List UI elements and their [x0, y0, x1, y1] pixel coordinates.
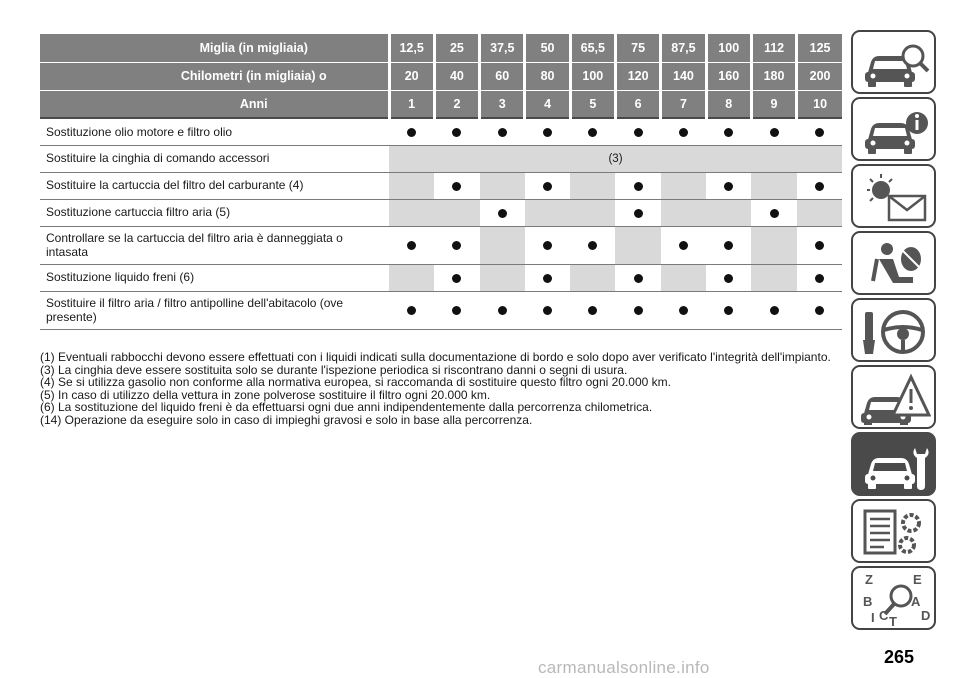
- header-value: 10: [797, 90, 842, 118]
- empty-cell: [525, 199, 570, 226]
- scheduled-cell: [797, 118, 842, 145]
- empty-cell: [389, 264, 434, 291]
- header-value: 2: [434, 90, 479, 118]
- header-value: 1: [389, 90, 434, 118]
- bullet-icon: [724, 274, 733, 283]
- scheduled-cell: [434, 172, 479, 199]
- empty-cell: [797, 199, 842, 226]
- chapter-tab[interactable]: [851, 365, 936, 429]
- maintenance-schedule-table: [40, 34, 842, 330]
- header-value: 20: [389, 62, 434, 90]
- scheduled-cell: [525, 264, 570, 291]
- header-value: 120: [615, 62, 660, 90]
- bullet-icon: [407, 241, 416, 250]
- bullet-icon: [543, 274, 552, 283]
- index-letter: T: [889, 614, 897, 626]
- index-letter: A: [911, 594, 921, 609]
- footnotes: [40, 351, 840, 427]
- header-value: 140: [661, 62, 706, 90]
- header-value: 200: [797, 62, 842, 90]
- scheduled-cell: [525, 118, 570, 145]
- scheduled-cell: [434, 118, 479, 145]
- bullet-icon: [815, 128, 824, 137]
- scheduled-cell: [797, 172, 842, 199]
- empty-cell: [751, 264, 796, 291]
- index-letter: B: [863, 594, 873, 609]
- empty-cell: [570, 264, 615, 291]
- scheduled-cell: [797, 226, 842, 264]
- index-letter: D: [921, 608, 931, 623]
- header-value: 25: [434, 34, 479, 62]
- scheduled-cell: [615, 172, 660, 199]
- operation-label: Controllare se la cartuccia del filtro aria è danneggiata o intasata: [40, 226, 389, 264]
- car-info-icon: [859, 103, 931, 157]
- bullet-icon: [634, 274, 643, 283]
- bullet-icon: [452, 241, 461, 250]
- table-row: [40, 264, 842, 291]
- header-row: [40, 34, 842, 62]
- chapter-tab[interactable]: [851, 499, 936, 563]
- bullet-icon: [634, 306, 643, 315]
- car-search-icon: [859, 36, 931, 90]
- scheduled-cell: [751, 199, 796, 226]
- table-row: [40, 199, 842, 226]
- empty-cell: [389, 199, 434, 226]
- header-value: 125: [797, 34, 842, 62]
- empty-cell: [434, 199, 479, 226]
- chapter-tab[interactable]: [851, 432, 936, 496]
- empty-cell: [661, 264, 706, 291]
- index-letter: Z: [865, 572, 873, 587]
- scheduled-cell: [661, 118, 706, 145]
- operation-label: Sostituzione liquido freni (6): [40, 264, 389, 291]
- empty-cell: [661, 199, 706, 226]
- bullet-icon: [770, 306, 779, 315]
- empty-cell: [751, 226, 796, 264]
- scheduled-cell: [570, 226, 615, 264]
- bullet-icon: [407, 306, 416, 315]
- scheduled-cell: [434, 291, 479, 329]
- bullet-icon: [452, 128, 461, 137]
- bullet-icon: [452, 306, 461, 315]
- table-header: [40, 34, 842, 118]
- bullet-icon: [543, 182, 552, 191]
- header-value: 6: [615, 90, 660, 118]
- header-value: 8: [706, 90, 751, 118]
- chapter-tab[interactable]: [851, 566, 936, 630]
- bullet-icon: [634, 182, 643, 191]
- empty-cell: [480, 264, 525, 291]
- scheduled-cell: [615, 199, 660, 226]
- header-label: Miglia (in migliaia): [40, 34, 389, 62]
- header-row: [40, 90, 842, 118]
- table-body: [40, 118, 842, 329]
- bullet-icon: [679, 241, 688, 250]
- empty-cell: [615, 226, 660, 264]
- operation-label: Sostituire il filtro aria / filtro antipolline dell'abitacolo (ove presente): [40, 291, 389, 329]
- scheduled-cell: [434, 226, 479, 264]
- footnote: (14) Operazione da eseguire solo in caso di impieghi gravosi e solo in base alla percorrenza.: [40, 412, 533, 427]
- scheduled-cell: [661, 291, 706, 329]
- scheduled-cell: [751, 118, 796, 145]
- scheduled-cell: [615, 264, 660, 291]
- bullet-icon: [815, 274, 824, 283]
- table-row: [40, 145, 842, 172]
- car-wrench-icon: [859, 438, 931, 492]
- header-value: 100: [706, 34, 751, 62]
- scheduled-cell: [570, 118, 615, 145]
- table-row: [40, 291, 842, 329]
- bullet-icon: [815, 241, 824, 250]
- header-value: 50: [525, 34, 570, 62]
- scheduled-cell: [570, 291, 615, 329]
- scheduled-cell: [389, 291, 434, 329]
- seat-airbag-icon: [859, 237, 931, 291]
- bullet-icon: [634, 128, 643, 137]
- scheduled-cell: [706, 226, 751, 264]
- scheduled-cell: [389, 226, 434, 264]
- header-value: 5: [570, 90, 615, 118]
- table-row: [40, 172, 842, 199]
- bullet-icon: [543, 128, 552, 137]
- operation-label: Sostituzione cartuccia filtro aria (5): [40, 199, 389, 226]
- scheduled-cell: [434, 264, 479, 291]
- header-value: 7: [661, 90, 706, 118]
- bullet-icon: [770, 209, 779, 218]
- scheduled-cell: [480, 199, 525, 226]
- bullet-icon: [679, 306, 688, 315]
- header-value: 180: [751, 62, 796, 90]
- empty-cell: [480, 172, 525, 199]
- chapter-tab[interactable]: [851, 298, 936, 362]
- table-row: [40, 118, 842, 145]
- header-label: Chilometri (in migliaia) o: [40, 62, 389, 90]
- empty-cell: [480, 226, 525, 264]
- bullet-icon: [498, 306, 507, 315]
- bullet-icon: [543, 306, 552, 315]
- scheduled-cell: [797, 291, 842, 329]
- chapter-tab[interactable]: [851, 164, 936, 228]
- footnote: (3) La cinghia deve essere sostituita solo se durante l'ispezione periodica si riscontrano danni o segni di usura.: [40, 362, 628, 377]
- empty-cell: [570, 199, 615, 226]
- page-number: 265: [884, 647, 915, 667]
- car-warning-triangle-icon: [859, 371, 931, 425]
- scheduled-cell: [706, 172, 751, 199]
- empty-cell: [389, 172, 434, 199]
- bullet-icon: [724, 306, 733, 315]
- header-value: 12,5: [389, 34, 434, 62]
- scheduled-cell: [661, 226, 706, 264]
- index-letter: C: [879, 608, 889, 623]
- footnote: (4) Se si utilizza gasolio non conforme alla normativa europea, si raccomanda di sostituire questo filtro ogni 20.000 km.: [40, 375, 671, 390]
- key-steering-wheel-icon: [859, 304, 931, 358]
- header-value: 75: [615, 34, 660, 62]
- header-value: 65,5: [570, 34, 615, 62]
- header-value: 87,5: [661, 34, 706, 62]
- scheduled-cell: [706, 118, 751, 145]
- bullet-icon: [498, 209, 507, 218]
- scheduled-cell: [706, 264, 751, 291]
- bullet-icon: [724, 241, 733, 250]
- bullet-icon: [543, 241, 552, 250]
- bullet-icon: [724, 182, 733, 191]
- chapter-tab[interactable]: [851, 30, 936, 94]
- bullet-icon: [588, 128, 597, 137]
- operation-label: Sostituire la cinghia di comando accessori: [40, 145, 389, 172]
- scheduled-cell: [615, 118, 660, 145]
- scheduled-cell: [615, 291, 660, 329]
- bullet-icon: [452, 274, 461, 283]
- scheduled-cell: [525, 172, 570, 199]
- index-letter: I: [871, 610, 875, 625]
- chapter-tab[interactable]: [851, 97, 936, 161]
- empty-cell: [661, 172, 706, 199]
- warning-lights-mail-icon: [859, 170, 931, 224]
- scheduled-cell: [389, 118, 434, 145]
- span-note-cell: (3): [389, 145, 842, 172]
- scheduled-cell: [525, 226, 570, 264]
- empty-cell: [706, 199, 751, 226]
- scheduled-cell: [480, 118, 525, 145]
- header-value: 9: [751, 90, 796, 118]
- list-gears-icon: [859, 505, 931, 559]
- footnote: (5) In caso di utilizzo della vettura in zone polverose sostituire il filtro ogni 20.000 km.: [40, 387, 491, 402]
- header-value: 60: [480, 62, 525, 90]
- scheduled-cell: [797, 264, 842, 291]
- bullet-icon: [770, 128, 779, 137]
- header-value: 80: [525, 62, 570, 90]
- operation-label: Sostituire la cartuccia del filtro del carburante (4): [40, 172, 389, 199]
- header-label: Anni: [40, 90, 389, 118]
- header-value: 3: [480, 90, 525, 118]
- bullet-icon: [498, 128, 507, 137]
- scheduled-cell: [706, 291, 751, 329]
- footnote: (1) Eventuali rabbocchi devono essere effettuati con i liquidi indicati sulla documentazione di bordo e solo dopo aver verificato l'integrità dell'impianto.: [40, 350, 831, 364]
- operation-label: Sostituzione olio motore e filtro olio: [40, 118, 389, 145]
- alphabet-index-icon: [859, 572, 931, 626]
- header-value: 112: [751, 34, 796, 62]
- bullet-icon: [634, 209, 643, 218]
- bullet-icon: [588, 241, 597, 250]
- table-row: [40, 226, 842, 264]
- bullet-icon: [679, 128, 688, 137]
- header-value: 37,5: [480, 34, 525, 62]
- header-value: 100: [570, 62, 615, 90]
- empty-cell: [751, 172, 796, 199]
- scheduled-cell: [751, 291, 796, 329]
- bullet-icon: [815, 306, 824, 315]
- scheduled-cell: [480, 291, 525, 329]
- chapter-tab[interactable]: [851, 231, 936, 295]
- bullet-icon: [452, 182, 461, 191]
- empty-cell: [570, 172, 615, 199]
- bullet-icon: [815, 182, 824, 191]
- scheduled-cell: [525, 291, 570, 329]
- header-row: [40, 62, 842, 90]
- header-value: 40: [434, 62, 479, 90]
- index-letter: E: [913, 572, 922, 587]
- bullet-icon: [588, 306, 597, 315]
- header-value: 4: [525, 90, 570, 118]
- header-value: 160: [706, 62, 751, 90]
- bullet-icon: [407, 128, 416, 137]
- bullet-icon: [724, 128, 733, 137]
- footnote: (6) La sostituzione del liquido freni è da effettuarsi ogni due anni indipendentemente dalla percorrenza chilometrica.: [40, 400, 653, 415]
- watermark: carmanualsonline.info: [538, 658, 710, 677]
